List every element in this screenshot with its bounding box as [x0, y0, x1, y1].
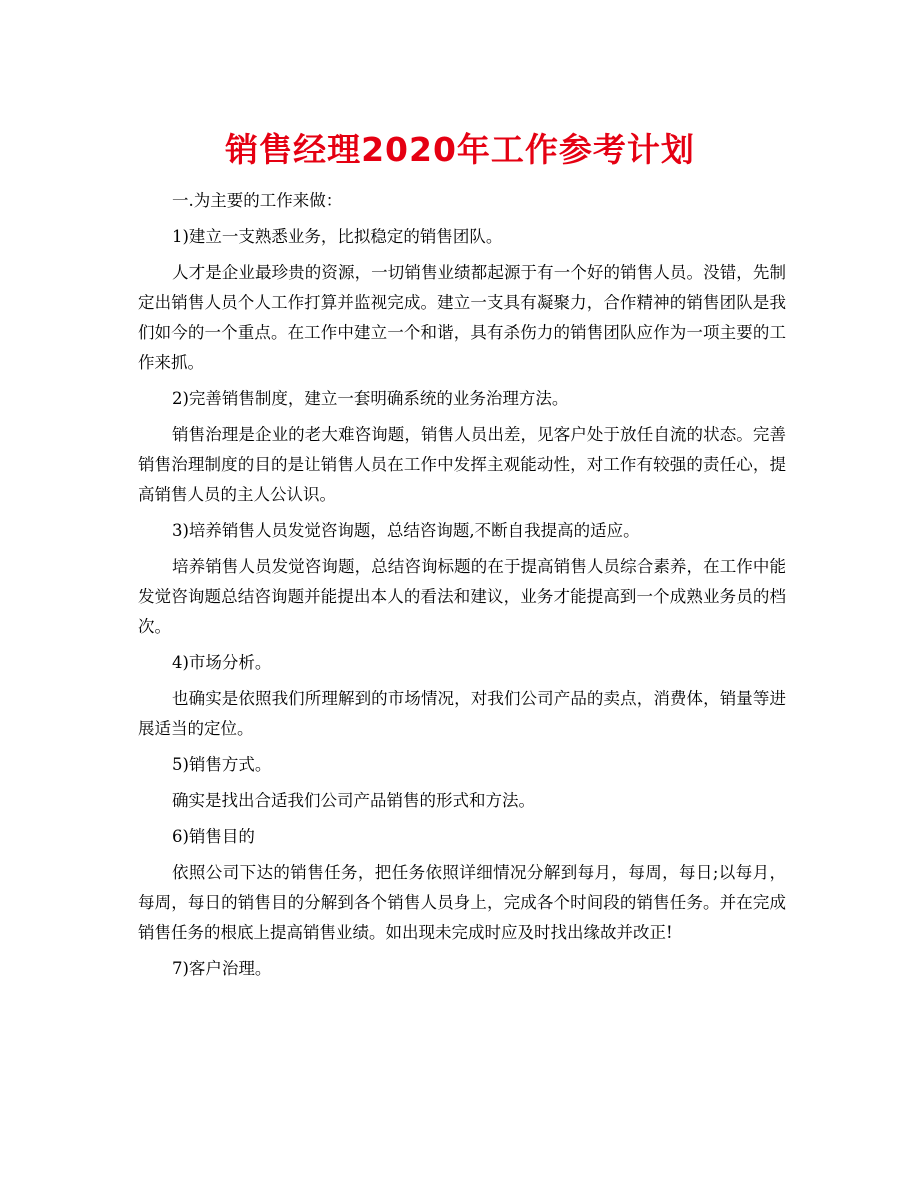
paragraph-item-1-body: 人才是企业最珍贵的资源，一切销售业绩都起源于有一个好的销售人员。没错，先制定出销售人员个人工作打算并监视完成。建立一支具有凝聚力，合作精神的销售团队是我们如今的一个重点。在工作中建立一个和谐，具有杀伤力的销售团队应作为一项主要的工作来抓。	[138, 263, 786, 372]
document-title: 销售经理2020年工作参考计划	[225, 130, 695, 169]
paragraph-item-2-body: 销售治理是企业的老大难咨询题，销售人员出差，见客户处于放任自流的状态。完善销售治理制度的目的是让销售人员在工作中发挥主观能动性，对工作有较强的责任心，提高销售人员的主人公认识。	[138, 425, 786, 504]
paragraph-item-3-heading: 3)培养销售人员发觉咨询题，总结咨询题,不断自我提高的适应。	[172, 521, 640, 540]
paragraph-item-4-heading: 4)市场分析。	[172, 653, 272, 672]
paragraph-item-4-body: 也确实是依照我们所理解到的市场情况，对我们公司产品的卖点，消费体，销量等进展适当的定位。	[138, 689, 786, 738]
paragraph-item-7-heading: 7)客户治理。	[172, 959, 272, 978]
paragraph-item-2-heading: 2)完善销售制度，建立一套明确系统的业务治理方法。	[172, 389, 569, 408]
document-body	[138, 186, 786, 990]
paragraph-item-5-body: 确实是找出合适我们公司产品销售的形式和方法。	[172, 791, 535, 810]
paragraph-item-1-heading: 1)建立一支熟悉业务，比拟稳定的销售团队。	[172, 227, 503, 246]
paragraph-item-5-heading: 5)销售方式。	[172, 755, 272, 774]
paragraph-item-6-heading: 6)销售目的	[172, 827, 255, 846]
paragraph-item-6-body: 依照公司下达的销售任务，把任务依照详细情况分解到每月，每周，每日;以每月，每周，每日的销售目的分解到各个销售人员身上，完成各个时间段的销售任务。并在完成销售任务的根底上提高销售业绩。如出现未完成时应及时找出缘故并改正!	[138, 863, 786, 942]
paragraph-section-heading: 一.为主要的工作来做：	[172, 191, 343, 210]
paragraph-item-3-body: 培养销售人员发觉咨询题，总结咨询标题的在于提高销售人员综合素养，在工作中能发觉咨询题总结咨询题并能提出本人的看法和建议，业务才能提高到一个成熟业务员的档次。	[138, 557, 786, 636]
